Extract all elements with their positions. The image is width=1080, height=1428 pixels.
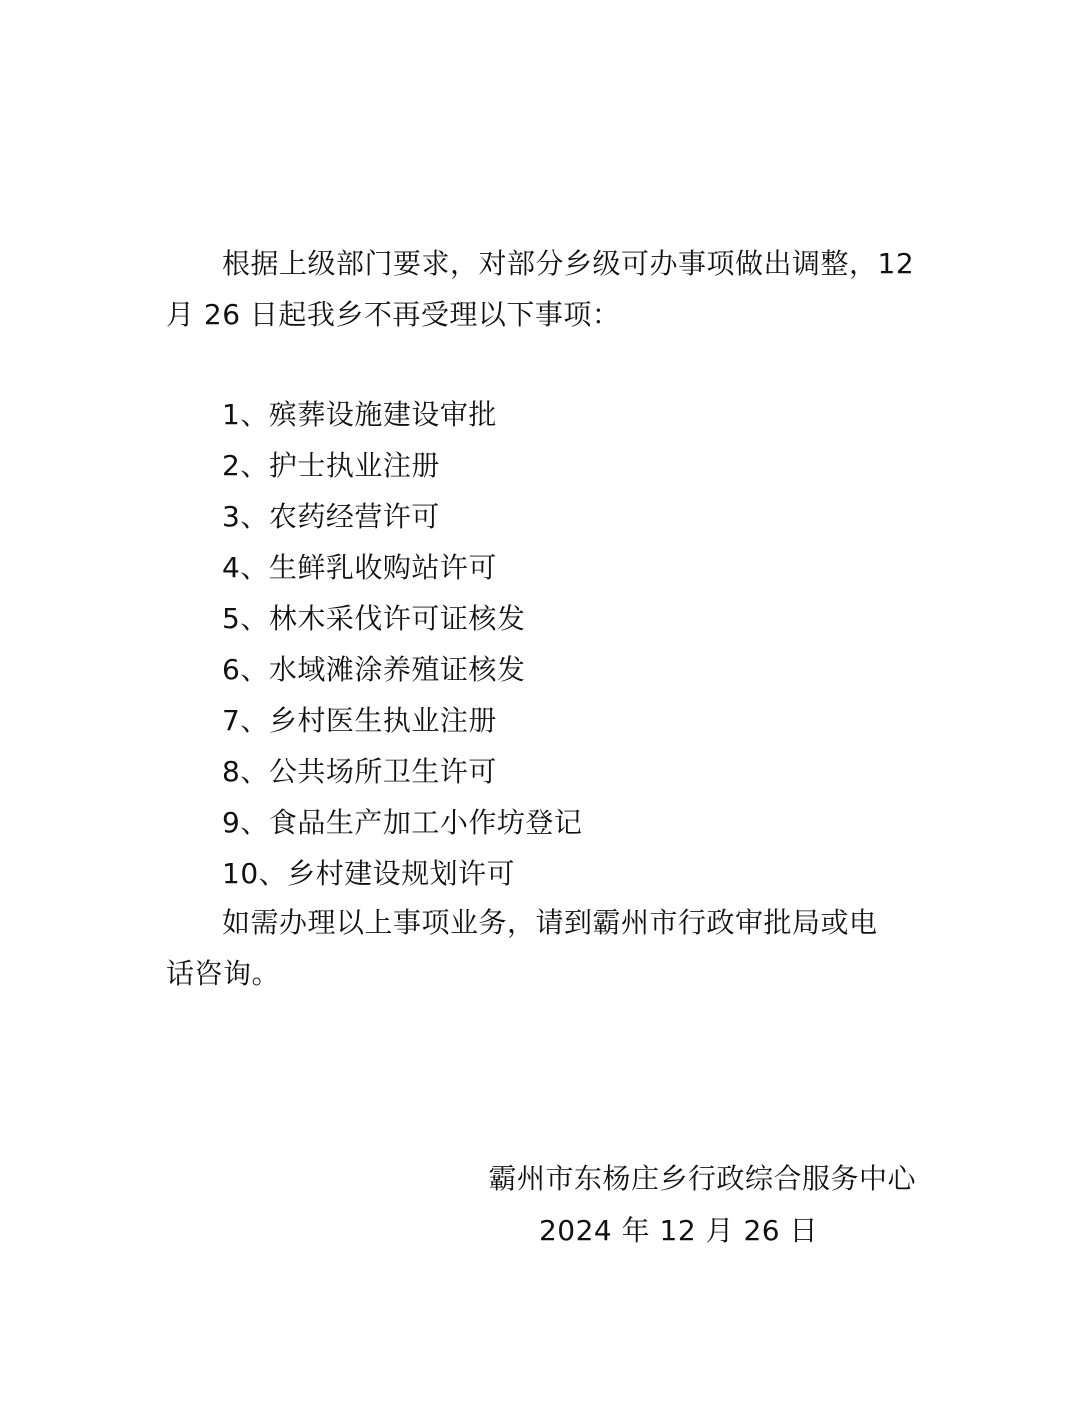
list-item: 1、殡葬设施建设审批	[222, 398, 497, 431]
closing-paragraph	[166, 897, 926, 999]
list-item: 2、护士执业注册	[222, 449, 440, 482]
closing-line-1: 如需办理以上事项业务，请到霸州市行政审批局或电	[222, 906, 878, 939]
signature-organization: 霸州市东杨庄乡行政综合服务中心	[488, 1162, 916, 1195]
list-item: 5、林木采伐许可证核发	[222, 602, 526, 635]
list-item: 6、水域滩涂养殖证核发	[222, 653, 526, 686]
intro-line-2: 月 26 日起我乡不再受理以下事项：	[166, 298, 621, 331]
suspended-items-list	[222, 389, 582, 899]
list-item: 9、食品生产加工小作坊登记	[222, 806, 583, 839]
intro-line-1: 根据上级部门要求，对部分乡级可办事项做出调整，12	[222, 247, 915, 280]
closing-line-2: 话咨询。	[166, 957, 281, 990]
signature-date: 2024 年 12 月 26 日	[538, 1214, 818, 1247]
notice-intro	[166, 238, 926, 340]
signature-block	[488, 1153, 916, 1257]
list-item: 7、乡村医生执业注册	[222, 704, 497, 737]
list-item: 3、农药经营许可	[222, 500, 440, 533]
list-item: 8、公共场所卫生许可	[222, 755, 497, 788]
list-item: 10、乡村建设规划许可	[222, 857, 516, 890]
list-item: 4、生鲜乳收购站许可	[222, 551, 497, 584]
